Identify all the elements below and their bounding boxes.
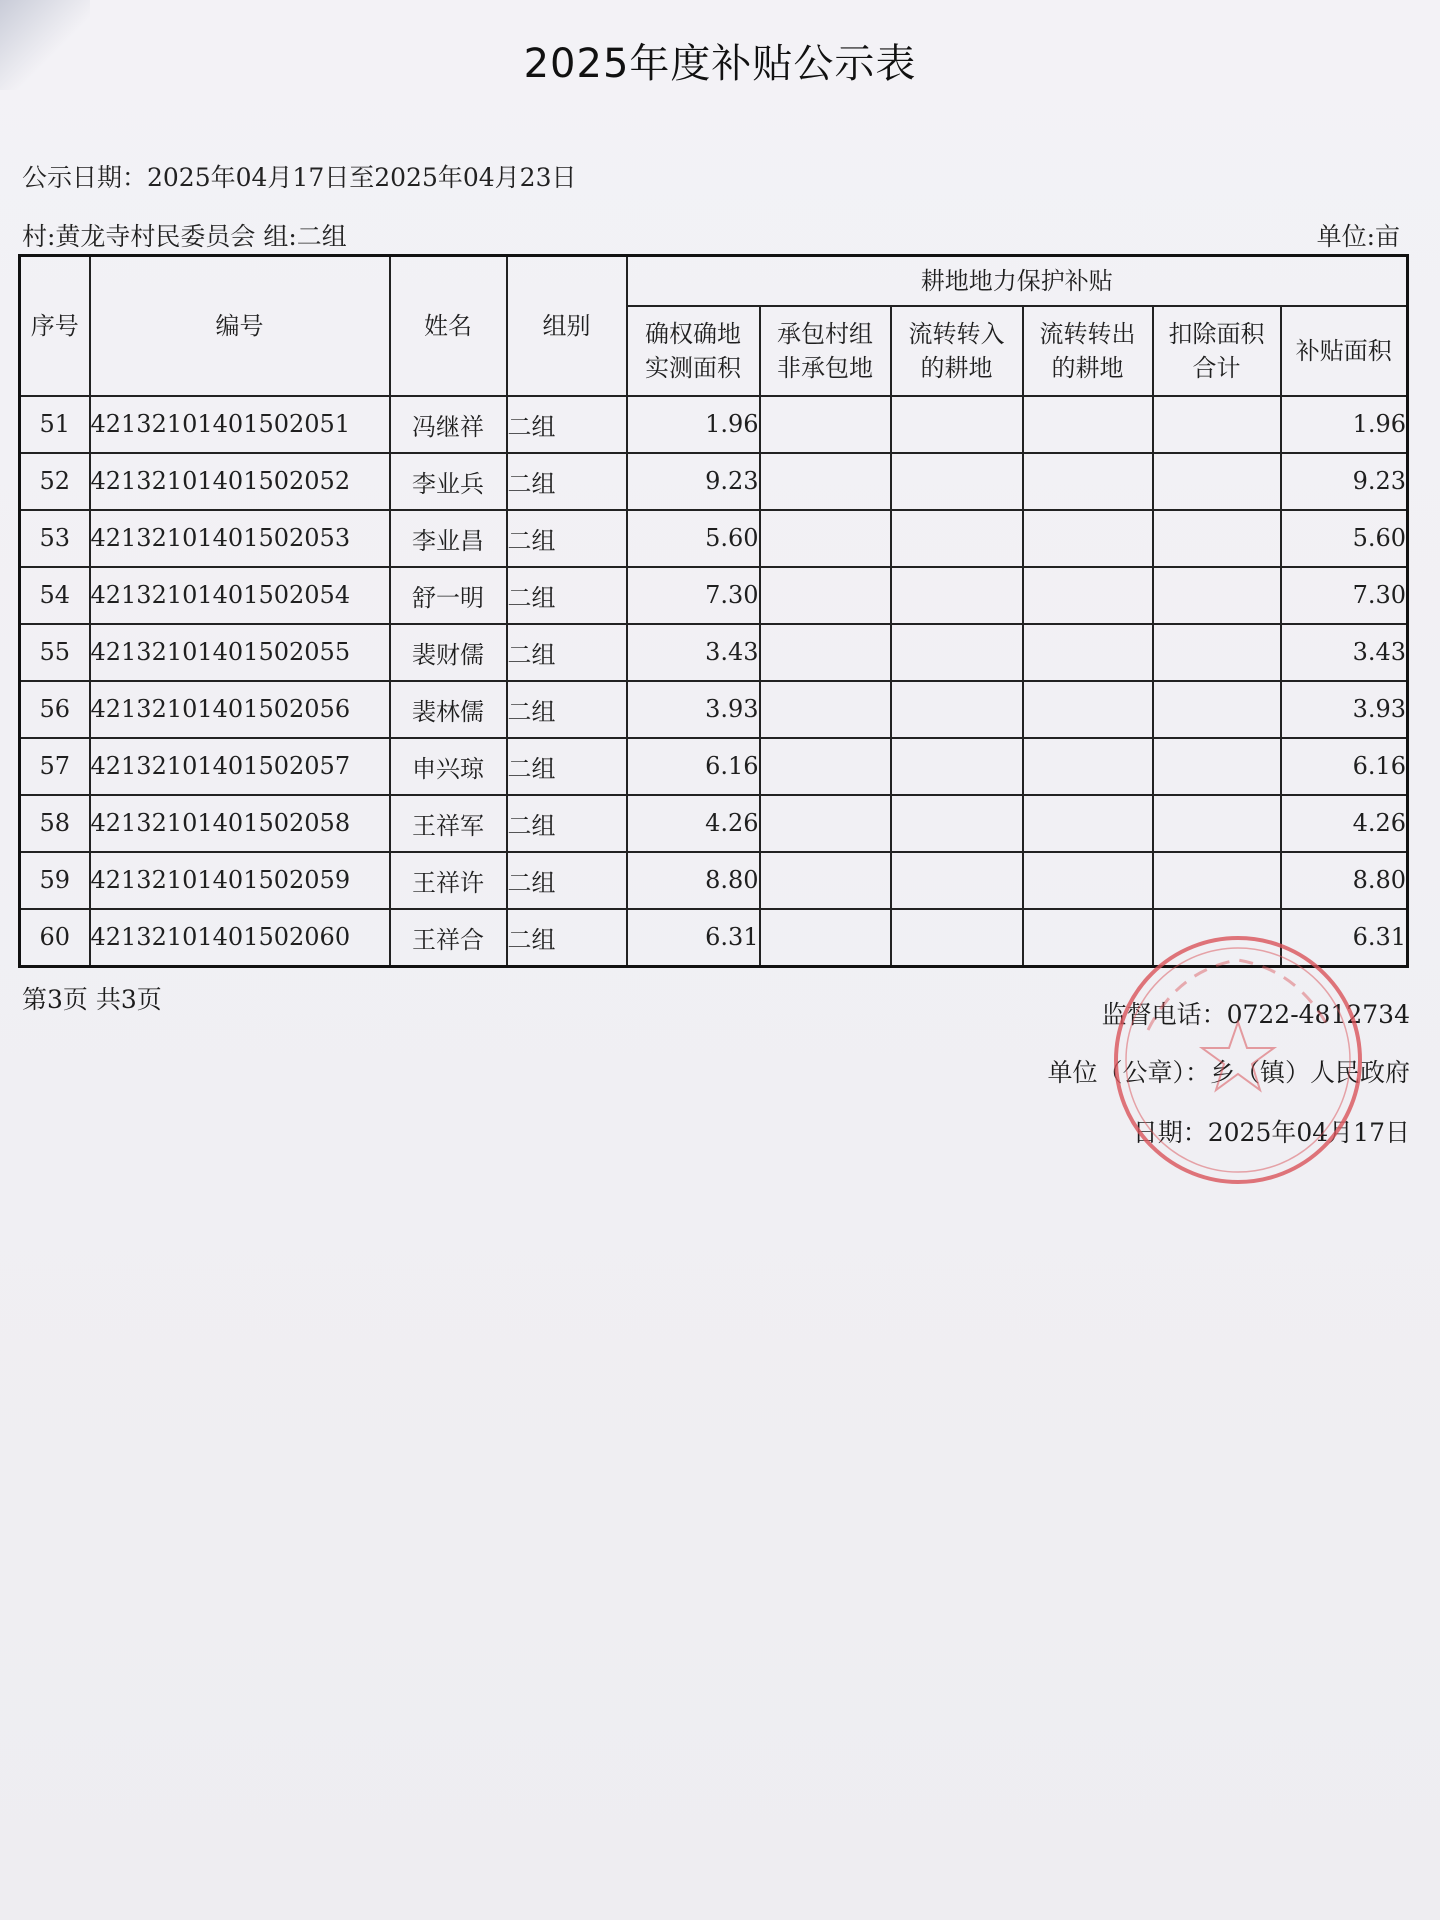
header-seq: 序号 (20, 256, 90, 396)
cell-empty (1153, 681, 1281, 738)
cell-empty (1153, 852, 1281, 909)
cell-subsidy: 6.16 (1281, 738, 1408, 795)
cell-area: 6.16 (627, 738, 760, 795)
cell-empty (1023, 909, 1153, 967)
cell-empty (760, 681, 891, 738)
cell-seq: 54 (20, 567, 90, 624)
cell-seq: 53 (20, 510, 90, 567)
cell-empty (891, 396, 1023, 453)
cell-empty (1023, 567, 1153, 624)
cell-empty (1023, 852, 1153, 909)
cell-empty (1153, 795, 1281, 852)
cell-area: 3.43 (627, 624, 760, 681)
cell-group: 二组 (507, 567, 627, 624)
cell-empty (1023, 795, 1153, 852)
table-row (20, 738, 1408, 795)
cell-code: 42132101401502059 (90, 852, 390, 909)
cell-area: 8.80 (627, 852, 760, 909)
cell-group: 二组 (507, 852, 627, 909)
cell-code: 42132101401502057 (90, 738, 390, 795)
cell-empty (891, 624, 1023, 681)
cell-empty (1023, 510, 1153, 567)
unit-label: 单位:亩 (1316, 222, 1400, 251)
table-row (20, 624, 1408, 681)
cell-subsidy: 3.43 (1281, 624, 1408, 681)
cell-empty (760, 510, 891, 567)
cell-empty (760, 453, 891, 510)
cell-empty (1023, 396, 1153, 453)
cell-code: 42132101401502052 (90, 453, 390, 510)
cell-group: 二组 (507, 510, 627, 567)
cell-code: 42132101401502058 (90, 795, 390, 852)
issue-date: 日期：2025年04月17日 (1132, 1118, 1410, 1147)
cell-empty (1153, 453, 1281, 510)
cell-empty (891, 453, 1023, 510)
cell-name: 李业兵 (390, 453, 507, 510)
cell-empty (891, 795, 1023, 852)
cell-area: 4.26 (627, 795, 760, 852)
header-name: 姓名 (390, 256, 507, 396)
cell-seq: 57 (20, 738, 90, 795)
table-row (20, 795, 1408, 852)
cell-empty (891, 681, 1023, 738)
cell-name: 申兴琼 (390, 738, 507, 795)
header-subsidy-group: 耕地地力保护补贴 (627, 256, 1408, 306)
table-row (20, 510, 1408, 567)
cell-empty (1023, 738, 1153, 795)
cell-seq: 59 (20, 852, 90, 909)
table-row (20, 909, 1408, 967)
cell-group: 二组 (507, 681, 627, 738)
cell-empty (1153, 396, 1281, 453)
header-sub-subsidy-area: 补贴面积 (1281, 306, 1408, 396)
cell-area: 5.60 (627, 510, 760, 567)
cell-empty (760, 738, 891, 795)
cell-code: 42132101401502051 (90, 396, 390, 453)
cell-area: 7.30 (627, 567, 760, 624)
cell-empty (1023, 681, 1153, 738)
cell-empty (760, 795, 891, 852)
table-row (20, 396, 1408, 453)
cell-empty (891, 852, 1023, 909)
cell-empty (891, 567, 1023, 624)
cell-name: 王祥合 (390, 909, 507, 967)
cell-empty (891, 909, 1023, 967)
cell-seq: 52 (20, 453, 90, 510)
cell-empty (760, 567, 891, 624)
cell-empty (1153, 738, 1281, 795)
cell-empty (1153, 510, 1281, 567)
cell-subsidy: 8.80 (1281, 852, 1408, 909)
supervision-phone: 监督电话：0722-4812734 (1101, 1000, 1410, 1029)
cell-group: 二组 (507, 396, 627, 453)
cell-name: 裴财儒 (390, 624, 507, 681)
cell-name: 王祥许 (390, 852, 507, 909)
cell-empty (760, 624, 891, 681)
cell-seq: 55 (20, 624, 90, 681)
cell-empty (891, 738, 1023, 795)
cell-subsidy: 4.26 (1281, 795, 1408, 852)
cell-empty (760, 852, 891, 909)
cell-subsidy: 9.23 (1281, 453, 1408, 510)
header-sub-non-contract-land: 承包村组 非承包地 (760, 306, 891, 396)
cell-area: 1.96 (627, 396, 760, 453)
cell-name: 舒一明 (390, 567, 507, 624)
cell-code: 42132101401502055 (90, 624, 390, 681)
cell-subsidy: 5.60 (1281, 510, 1408, 567)
cell-code: 42132101401502060 (90, 909, 390, 967)
cell-empty (1153, 909, 1281, 967)
header-sub-confirmed-area: 确权确地 实测面积 (627, 306, 760, 396)
cell-empty (760, 396, 891, 453)
page-title: 2025年度补贴公示表 (523, 41, 917, 87)
cell-empty (891, 510, 1023, 567)
cell-group: 二组 (507, 738, 627, 795)
table-row (20, 852, 1408, 909)
cell-group: 二组 (507, 624, 627, 681)
cell-empty (1153, 567, 1281, 624)
village-group-line: 村:黄龙寺村民委员会 组:二组 (22, 222, 347, 251)
cell-name: 裴林儒 (390, 681, 507, 738)
cell-empty (1023, 453, 1153, 510)
header-sub-transfer-in: 流转转入 的耕地 (891, 306, 1023, 396)
cell-code: 42132101401502056 (90, 681, 390, 738)
publication-date: 公示日期：2025年04月17日至2025年04月23日 (22, 163, 577, 192)
cell-subsidy: 1.96 (1281, 396, 1408, 453)
cell-name: 王祥军 (390, 795, 507, 852)
header-group: 组别 (507, 256, 627, 396)
cell-group: 二组 (507, 453, 627, 510)
cell-empty (760, 909, 891, 967)
cell-seq: 58 (20, 795, 90, 852)
cell-subsidy: 3.93 (1281, 681, 1408, 738)
cell-subsidy: 6.31 (1281, 909, 1408, 967)
cell-name: 李业昌 (390, 510, 507, 567)
cell-seq: 56 (20, 681, 90, 738)
issuer-unit: 单位（公章）：乡（镇）人民政府 (1047, 1058, 1410, 1087)
table-row (20, 681, 1408, 738)
page-info: 第3页 共3页 (22, 985, 162, 1014)
header-sub-transfer-out: 流转转出 的耕地 (1023, 306, 1153, 396)
cell-code: 42132101401502054 (90, 567, 390, 624)
cell-group: 二组 (507, 909, 627, 967)
cell-code: 42132101401502053 (90, 510, 390, 567)
cell-subsidy: 7.30 (1281, 567, 1408, 624)
header-sub-deducted-total: 扣除面积 合计 (1153, 306, 1281, 396)
cell-name: 冯继祥 (390, 396, 507, 453)
subsidy-table (18, 254, 1409, 968)
cell-empty (1023, 624, 1153, 681)
cell-seq: 51 (20, 396, 90, 453)
cell-area: 3.93 (627, 681, 760, 738)
cell-group: 二组 (507, 795, 627, 852)
table-row (20, 453, 1408, 510)
header-code: 编号 (90, 256, 390, 396)
cell-area: 6.31 (627, 909, 760, 967)
cell-seq: 60 (20, 909, 90, 967)
cell-empty (1153, 624, 1281, 681)
table-row (20, 567, 1408, 624)
cell-area: 9.23 (627, 453, 760, 510)
